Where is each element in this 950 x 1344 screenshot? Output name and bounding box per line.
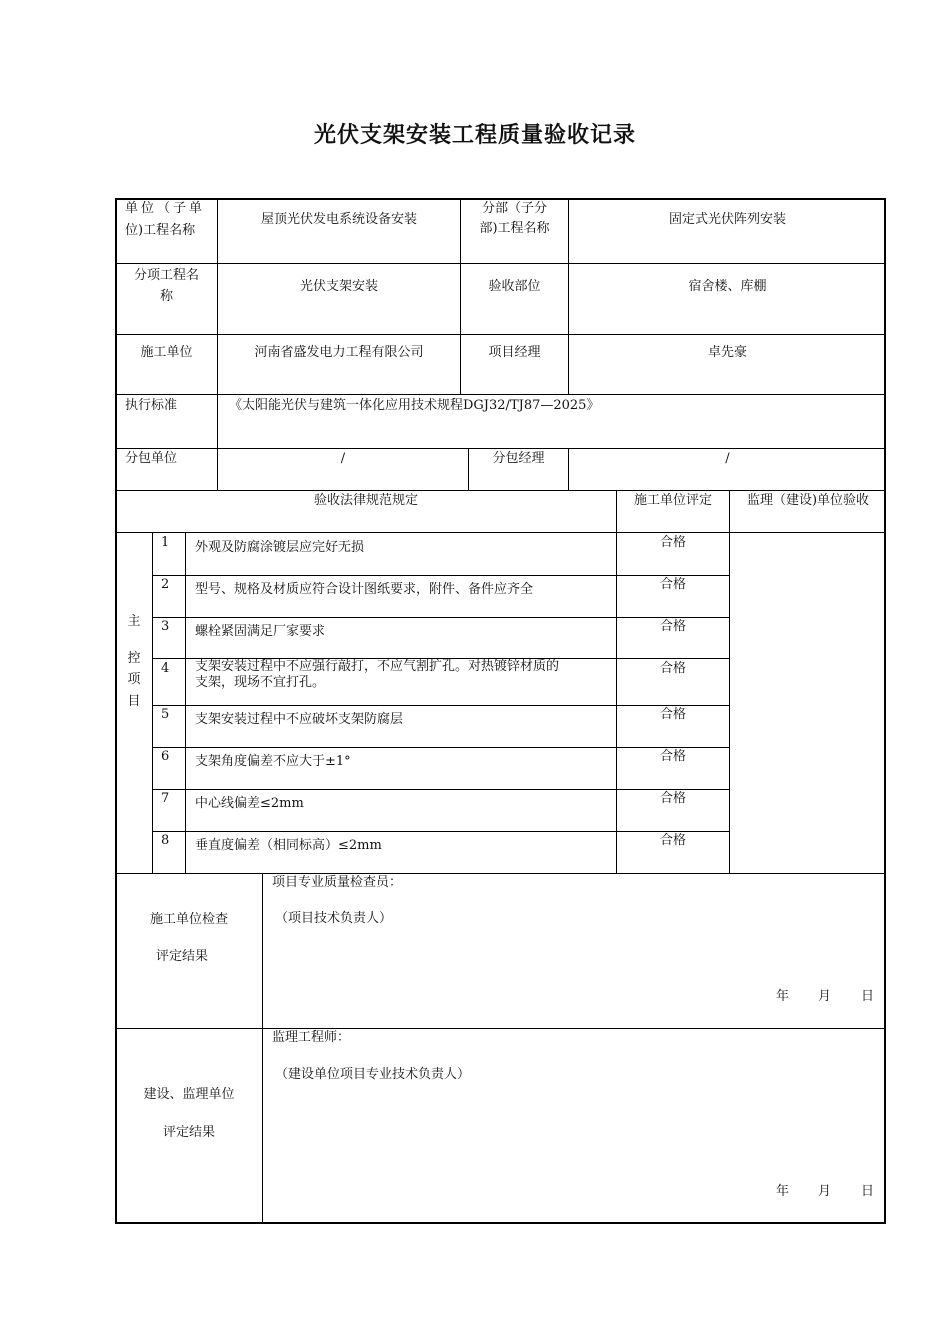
division-name-value: 固定式光伏阵列安装 (668, 212, 786, 227)
item-result: 合格 (659, 619, 686, 634)
item-text: 型号、规格及材质应符合设计图纸要求，附件、备件应齐全 (195, 582, 534, 597)
item-text: 支架角度偏差不应大于±1° (195, 754, 351, 769)
item-text: 支架安装过程中不应破坏支架防腐层 (195, 712, 404, 727)
quality-inspector-label: 项目专业质量检查员： (272, 875, 403, 890)
item-result: 合格 (659, 577, 686, 592)
date-month: 月 (818, 989, 832, 1004)
item-text: 支架，现场不宜打孔。 (195, 675, 326, 690)
contractor-eval-header: 施工单位评定 (633, 493, 712, 508)
project-manager-label: 项目经理 (488, 345, 541, 360)
unit-name-label: 单位（子单 (125, 201, 206, 216)
col-divider (152, 532, 153, 873)
division-name-label: 部)工程名称 (479, 221, 550, 236)
date-month: 月 (818, 1184, 832, 1199)
col-divider (185, 532, 186, 873)
row-divider (116, 490, 886, 491)
item-text: 螺栓紧固满足厂家要求 (195, 624, 326, 639)
item-number: 8 (161, 833, 170, 848)
item-number: 3 (161, 619, 170, 634)
item-number: 2 (161, 577, 170, 592)
unit-name-value: 屋顶光伏发电系统设备安装 (260, 212, 417, 227)
acceptance-part-label: 验收部位 (488, 279, 541, 294)
item-text: 支架安装过程中不应强行敲打，不应气割扩孔。对热镀锌材质的 (195, 659, 560, 674)
date-year: 年 (776, 989, 790, 1004)
item-number: 1 (161, 535, 170, 550)
standard-value: 《太阳能光伏与建筑一体化应用技术规程DGJ32/TJ87—2025》 (229, 398, 600, 413)
rules-header: 验收法律规范规定 (313, 493, 418, 508)
item-result: 合格 (659, 661, 686, 676)
item-number: 7 (161, 791, 170, 806)
item-result: 合格 (659, 833, 686, 848)
row-divider (116, 394, 886, 395)
subcontractor-value: / (340, 451, 346, 466)
supervisor-check-label: 评定结果 (162, 1125, 215, 1140)
row-divider (116, 448, 886, 449)
date-day: 日 (861, 1184, 875, 1199)
subitem-label: 分项工程名 (133, 268, 199, 283)
date-day: 日 (861, 989, 875, 1004)
date-year: 年 (776, 1184, 790, 1199)
supervising-engineer-label: 监理工程师： (272, 1030, 351, 1045)
unit-name-label: 位)工程名称 (125, 223, 196, 238)
page-title: 光伏支架安装工程质量验收记录 (313, 122, 636, 148)
item-text: 外观及防腐涂镀层应完好无损 (195, 540, 365, 555)
item-text: 垂直度偏差（相同标高）≤2mm (195, 838, 382, 853)
row-divider (116, 263, 886, 264)
contractor-check-label: 施工单位检查 (149, 912, 228, 927)
item-result: 合格 (659, 749, 686, 764)
subitem-value: 光伏支架安装 (299, 279, 378, 294)
item-result: 合格 (659, 535, 686, 550)
row-divider (116, 873, 886, 874)
item-result: 合格 (659, 791, 686, 806)
main-control-label: 主 (127, 614, 141, 629)
owner-tech-lead-label: （建设单位项目专业技术负责人） (275, 1067, 471, 1082)
item-text: 中心线偏差≤2mm (195, 796, 304, 811)
col-divider (262, 873, 263, 1224)
item-number: 5 (161, 707, 170, 722)
item-result: 合格 (659, 707, 686, 722)
subitem-label: 称 (159, 289, 173, 304)
row-divider (116, 334, 886, 335)
sub-manager-value: / (725, 451, 730, 466)
row-divider (116, 532, 886, 533)
row-divider (116, 1028, 886, 1029)
supervisor-accept-header: 监理（建设)单位验收 (746, 493, 870, 508)
sub-manager-label: 分包经理 (492, 451, 545, 466)
main-control-label: 项 (127, 672, 141, 687)
division-name-label: 分部（子分 (481, 201, 547, 216)
contractor-check-label: 评定结果 (155, 949, 208, 964)
project-manager-value: 卓先豪 (707, 345, 747, 360)
tech-lead-label: （项目技术负责人） (275, 911, 393, 926)
supervisor-check-label: 建设、监理单位 (143, 1087, 235, 1102)
main-control-label: 目 (127, 694, 141, 709)
item-number: 6 (161, 749, 170, 764)
item-number: 4 (161, 661, 170, 676)
acceptance-part-value: 宿舍楼、库棚 (688, 279, 767, 294)
standard-label: 执行标准 (125, 398, 178, 413)
contractor-value: 河南省盛发电力工程有限公司 (254, 345, 424, 360)
subcontractor-label: 分包单位 (125, 451, 178, 466)
col-divider (729, 490, 730, 873)
contractor-label: 施工单位 (140, 345, 193, 360)
main-control-label: 控 (127, 651, 141, 666)
